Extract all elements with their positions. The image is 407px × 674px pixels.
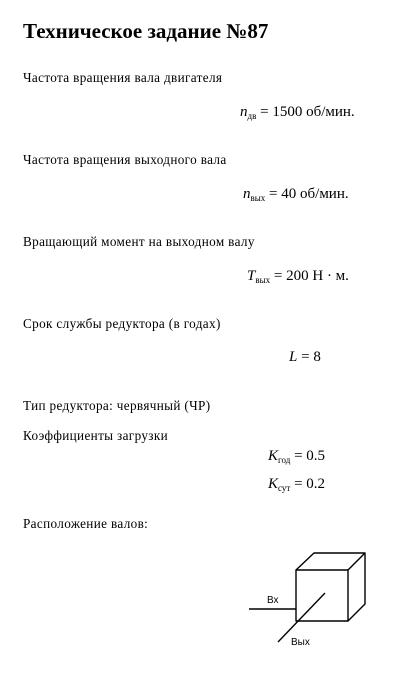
k-day-formula: $K_{сут} = 0.2$ [268,476,326,493]
shaft-layout-label: Расположение валов: [23,516,149,531]
output-speed-label: Частота вращения выходного вала [23,152,227,167]
output-torque-label: Вращающий момент на выходном валу [23,234,255,249]
k-year-formula: $K_{год} = 0.5$ [268,448,326,465]
shaft-layout-diagram [245,548,370,650]
page-title: Техническое задание №87 [23,19,269,43]
service-life-label: Срок службы редуктора (в годах) [23,316,221,331]
motor-speed-formula: $n_{дв} = 1500$ об/мин. [240,104,355,121]
reducer-type: Тип редуктора: червячный (ЧР) [23,398,211,413]
motor-speed-label: Частота вращения вала двигателя [23,70,223,85]
service-life-formula: L = 8 [289,349,321,365]
input-shaft-label: Вх [267,595,279,606]
output-torque-formula: $T_{вых} = 200$ Н · м. [247,268,349,285]
output-speed-formula: $n_{вых} = 40$ об/мин. [243,186,349,203]
load-coefficients-label: Коэффициенты загрузки [23,428,168,443]
output-shaft [278,593,325,642]
output-shaft-label: Вых [291,637,310,648]
